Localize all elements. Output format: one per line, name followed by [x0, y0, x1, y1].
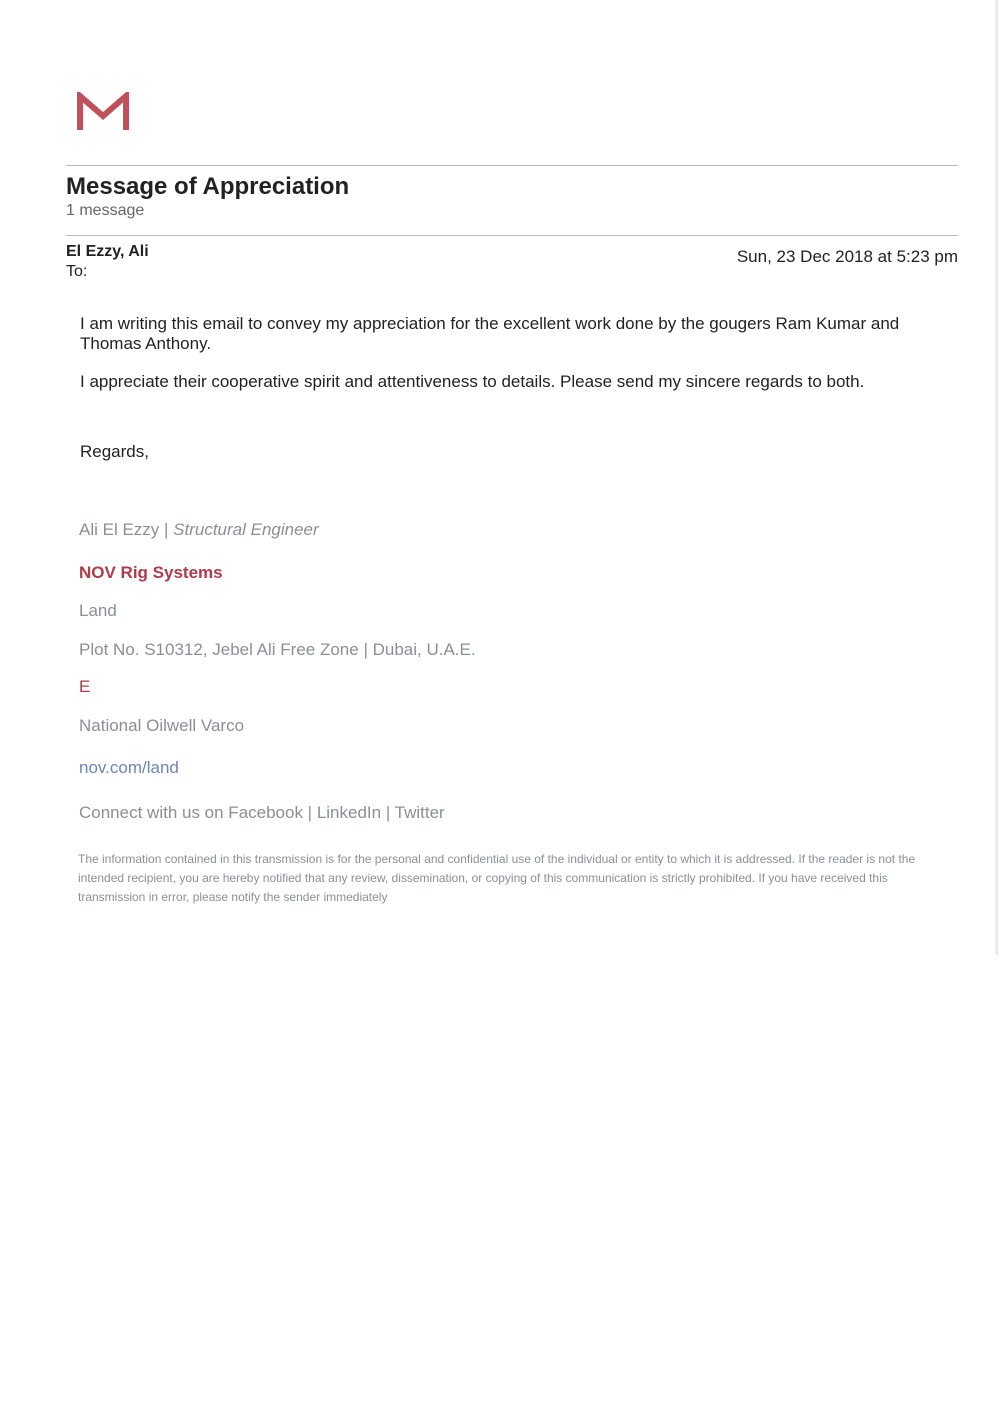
email-date: Sun, 23 Dec 2018 at 5:23 pm	[736, 247, 958, 266]
closing: Regards,	[80, 442, 149, 461]
signature-division: Land	[79, 601, 117, 620]
subject-divider	[66, 235, 958, 236]
scan-edge-shadow	[995, 0, 998, 955]
confidentiality-disclaimer: The information contained in this transmission is for the personal and confidential use of the individual or entity to which it is addressed. If the reader is not the intended recipient, you are hereby notified that any review, dissemination, or copying of this communication is strictly prohibited. If you have received this transmission in error, please notify the sender immediately	[78, 852, 916, 904]
email-subject: Message of Appreciation	[66, 173, 350, 200]
signature-name-line	[79, 520, 319, 540]
signature-name: Ali El Ezzy |	[79, 520, 174, 539]
signature-title: Structural Engineer	[173, 520, 319, 539]
signature-company: NOV Rig Systems	[79, 563, 223, 582]
signature-social-links[interactable]: Connect with us on Facebook | LinkedIn | Twitter	[79, 803, 445, 822]
email-body	[80, 314, 940, 480]
message-count: 1 message	[66, 202, 145, 219]
signature-email-label: E	[79, 677, 91, 696]
body-paragraph: I appreciate their cooperative spirit and attentiveness to details. Please send my sincere regards to both.	[80, 372, 865, 391]
gmail-logo-icon	[76, 92, 130, 132]
sender-name: El Ezzy, Ali	[66, 243, 149, 260]
signature-website-link[interactable]: nov.com/land	[79, 758, 179, 777]
recipient-label: To:	[66, 263, 88, 280]
signature-parent-company: National Oilwell Varco	[79, 716, 245, 735]
signature-address: Plot No. S10312, Jebel Ali Free Zone | Dubai, U.A.E.	[79, 640, 476, 659]
header-divider	[66, 165, 958, 166]
body-paragraph: I am writing this email to convey my appreciation for the excellent work done by the gougers Ram Kumar and Thomas Anthony.	[80, 314, 900, 353]
